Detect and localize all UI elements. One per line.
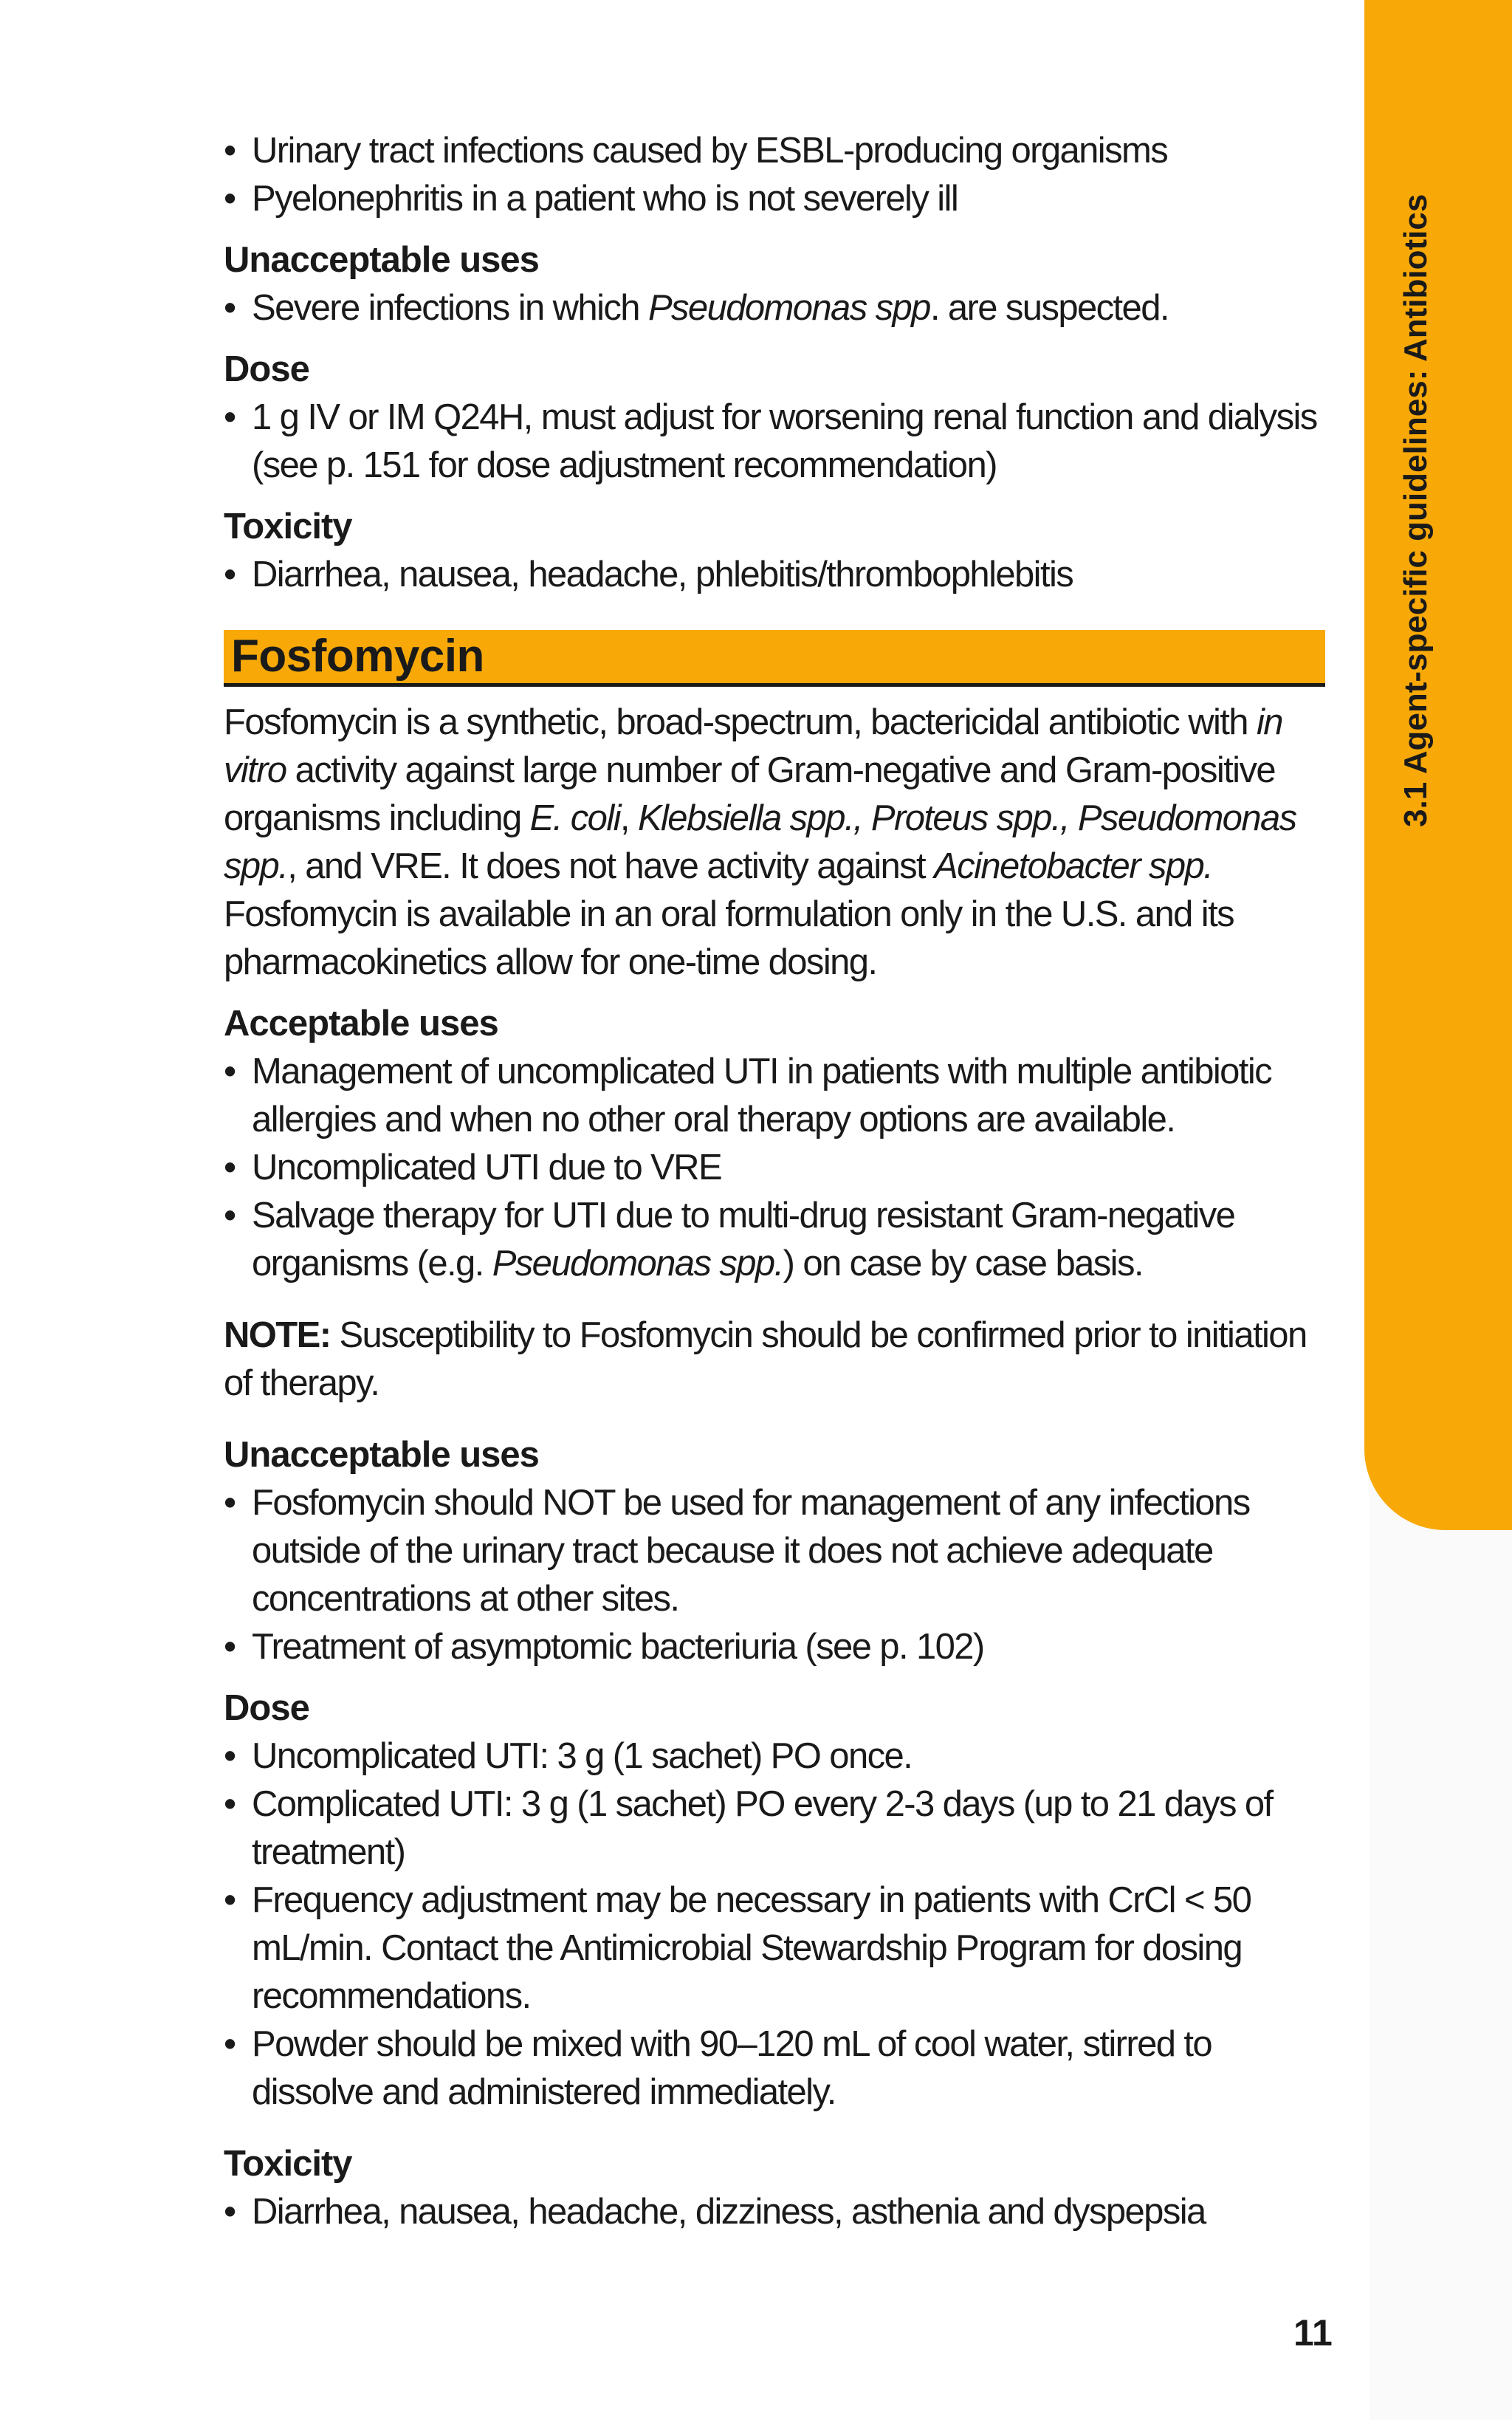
list-item: • Treatment of asymptomic bacteriuria (see p. 102) (224, 1623, 1325, 1671)
list-item: • Management of uncomplicated UTI in patients with multiple antibiotic allergies and when no other oral therapy options are available. (224, 1048, 1325, 1144)
page-content (224, 127, 1325, 2236)
list-item: • Diarrhea, nausea, headache, phlebitis/thrombophlebitis (224, 551, 1325, 599)
list-item: • Diarrhea, nausea, headache, dizziness, asthenia and dyspepsia (224, 2188, 1325, 2236)
list-item: • Frequency adjustment may be necessary in patients with CrCl < 50 mL/min. Contact the Antimicrobial Stewardship Program for dosing recommendations. (224, 1876, 1325, 2020)
list-item: • Severe infections in which Pseudomonas spp. are suspected. (224, 284, 1325, 332)
list-item: • Salvage therapy for UTI due to multi-drug resistant Gram-negative organisms (e.g. Pseudomonas spp.) on case by case basis. (224, 1192, 1325, 1288)
note-paragraph: NOTE: Susceptibility to Fosfomycin should be confirmed prior to initiation of therapy. (224, 1315, 1307, 1403)
unacceptable-uses-heading: Unacceptable uses (224, 240, 539, 280)
dose-heading: Dose (224, 1688, 309, 1728)
section-title-fosfomycin: Fosfomycin (224, 630, 1325, 687)
unacceptable-uses-heading: Unacceptable uses (224, 1435, 539, 1475)
list-item: • Complicated UTI: 3 g (1 sachet) PO every 2-3 days (up to 21 days of treatment) (224, 1780, 1325, 1876)
list-item: • Uncomplicated UTI due to VRE (224, 1144, 1325, 1192)
page-number: 11 (1293, 2312, 1333, 2354)
chapter-side-tab (1364, 0, 1512, 1530)
list-item: • 1 g IV or IM Q24H, must adjust for worsening renal function and dialysis (see p. 151 for dose adjustment recommendation) (224, 394, 1325, 490)
dose-heading: Dose (224, 349, 309, 389)
chapter-side-tab-label: 3.1 Agent-specific guidelines: Antibiotics (1398, 193, 1434, 827)
list-item: • Fosfomycin should NOT be used for management of any infections outside of the urinary tract because it does not achieve adequate concentrations at other sites. (224, 1479, 1325, 1623)
list-item: • Pyelonephritis in a patient who is not severely ill (224, 175, 1325, 223)
list-item: • Uncomplicated UTI: 3 g (1 sachet) PO once. (224, 1732, 1325, 1780)
acceptable-uses-heading: Acceptable uses (224, 1004, 498, 1043)
list-item: • Urinary tract infections caused by ESBL-producing organisms (224, 127, 1325, 175)
list-item: • Powder should be mixed with 90–120 mL of cool water, stirred to dissolve and administered immediately. (224, 2020, 1325, 2116)
toxicity-heading: Toxicity (224, 507, 352, 546)
toxicity-heading: Toxicity (224, 2144, 352, 2184)
intro-paragraph: Fosfomycin is a synthetic, broad-spectrum, bactericidal antibiotic with in vitro activity against large number of Gram-negative and Gram-positive organisms including E. coli, Klebsiella spp., Proteus spp., Pseudomonas spp., and VRE. It does not have activity against Acinetobacter spp. Fosfomycin is available in an oral formulation only in the U.S. and its pharmacokinetics allow for one-time dosing. (224, 702, 1296, 982)
